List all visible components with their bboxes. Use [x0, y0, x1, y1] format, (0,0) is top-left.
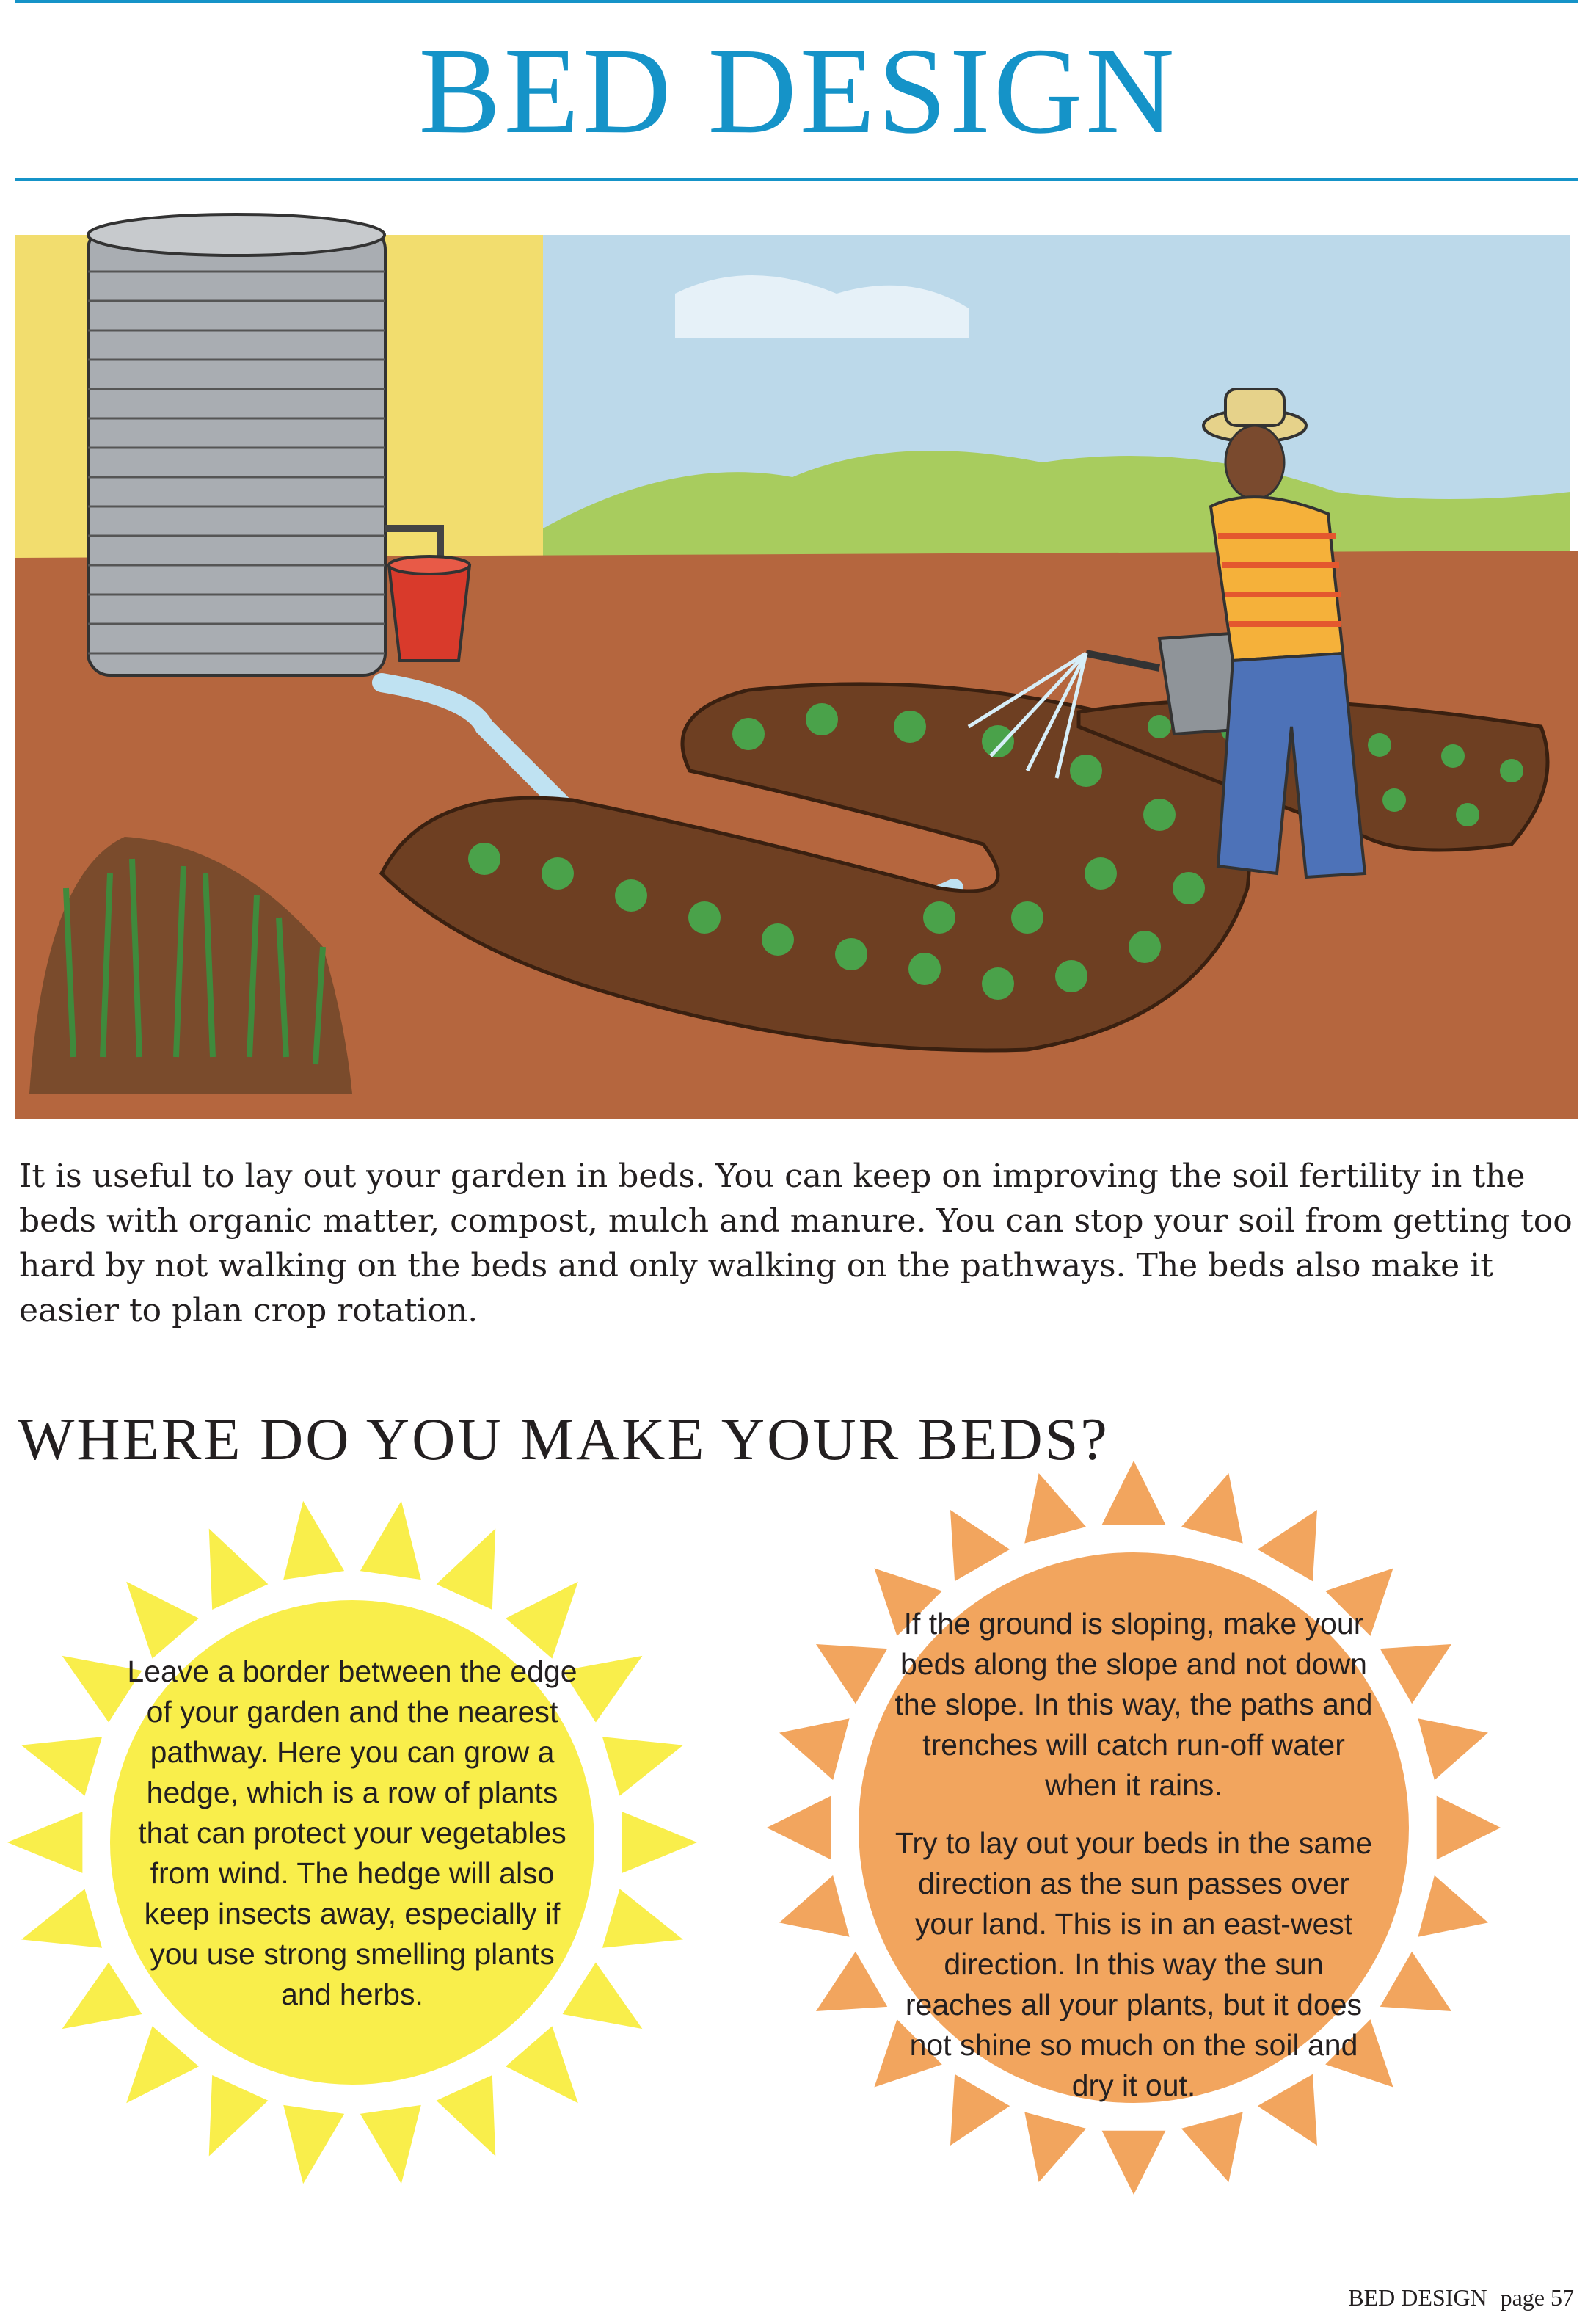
orange-sun-paragraph-1: If the ground is sloping, make your beds along the slope and not down the slope. In this way, the paths and trenches will catch run-off water when it rains. [894, 1607, 1373, 1802]
page-title: BED DESIGN [418, 23, 1178, 159]
red-bucket-icon [389, 556, 470, 661]
sun-ray [1258, 1510, 1317, 1581]
yellow-sun-text: Leave a border between the edge of your garden and the nearest pathway. Here you can grow a hedge, which is a row of plants that can protect your vegetables from wind. The hedge will also keep insects away, especially if you use strong smelling plants and herbs. [127, 1654, 577, 2011]
footer-section: BED DESIGN [1348, 2284, 1487, 2311]
sun-ray [506, 1582, 578, 1659]
sun-ray [437, 2075, 496, 2157]
sun-ray [1437, 1796, 1501, 1860]
sun-ray [1024, 2112, 1086, 2182]
title-underline [15, 178, 1578, 181]
sun-ray [602, 1737, 683, 1795]
sun-ray [602, 1889, 683, 1947]
sun-ray [622, 1812, 697, 1873]
sun-ray [506, 2026, 578, 2103]
sun-ray [21, 1737, 102, 1795]
sun-ray [21, 1889, 102, 1947]
orange-sun-paragraph-2: Try to lay out your beds in the same direction as the sun passes over your land. This is in an east-west direction. In this way the sun reaches all your plants, but it does not shine so much on the soil and dry it out. [894, 1826, 1373, 2102]
sun-ray [209, 1528, 269, 1610]
sun-ray [1102, 1461, 1166, 1525]
yellow-sun-callout [0, 1490, 704, 2195]
intro-paragraph: It is useful to lay out your garden in beds. You can keep on improving the soil fertility in the beds with organic matter, compost, mulch and manure. You can stop your soil from getting too hard by not walking on the beds and only walking on the pathways. The beds also make it easier to plan crop rotation. [19, 1158, 1573, 1329]
sun-ray [1102, 2131, 1166, 2195]
garden-illustration [15, 213, 1578, 1119]
sun-ray [437, 1528, 496, 1610]
sun-ray [126, 2026, 199, 2103]
sun-ray [779, 1875, 850, 1937]
sun-ray [1380, 1952, 1451, 2011]
section-heading: WHERE DO YOU MAKE YOUR BEDS? [18, 1406, 1109, 1472]
sun-ray [1181, 2112, 1243, 2182]
water-tank-icon [88, 214, 385, 675]
sun-ray [816, 1644, 887, 1704]
footer-page-number: page 57 [1500, 2284, 1574, 2311]
sun-ray [1418, 1718, 1488, 1780]
page-footer [1348, 2284, 1574, 2311]
sun-ray [7, 1812, 82, 1873]
sun-ray [283, 2105, 344, 2184]
sun-ray [360, 1501, 421, 1580]
sun-ray [1181, 1473, 1243, 1544]
sun-ray [283, 1501, 344, 1580]
sun-ray [1024, 1473, 1086, 1544]
sun-ray [126, 1582, 199, 1659]
sun-ray [209, 2075, 269, 2157]
sun-ray [1380, 1644, 1451, 1704]
sun-ray [816, 1952, 887, 2011]
sun-ray [950, 1510, 1010, 1581]
sun-ray [1418, 1875, 1488, 1937]
sun-ray [360, 2105, 421, 2184]
orange-sun-callout [763, 1457, 1504, 2198]
top-rule [15, 0, 1578, 3]
sun-ray [779, 1718, 850, 1780]
sun-ray [767, 1796, 831, 1860]
